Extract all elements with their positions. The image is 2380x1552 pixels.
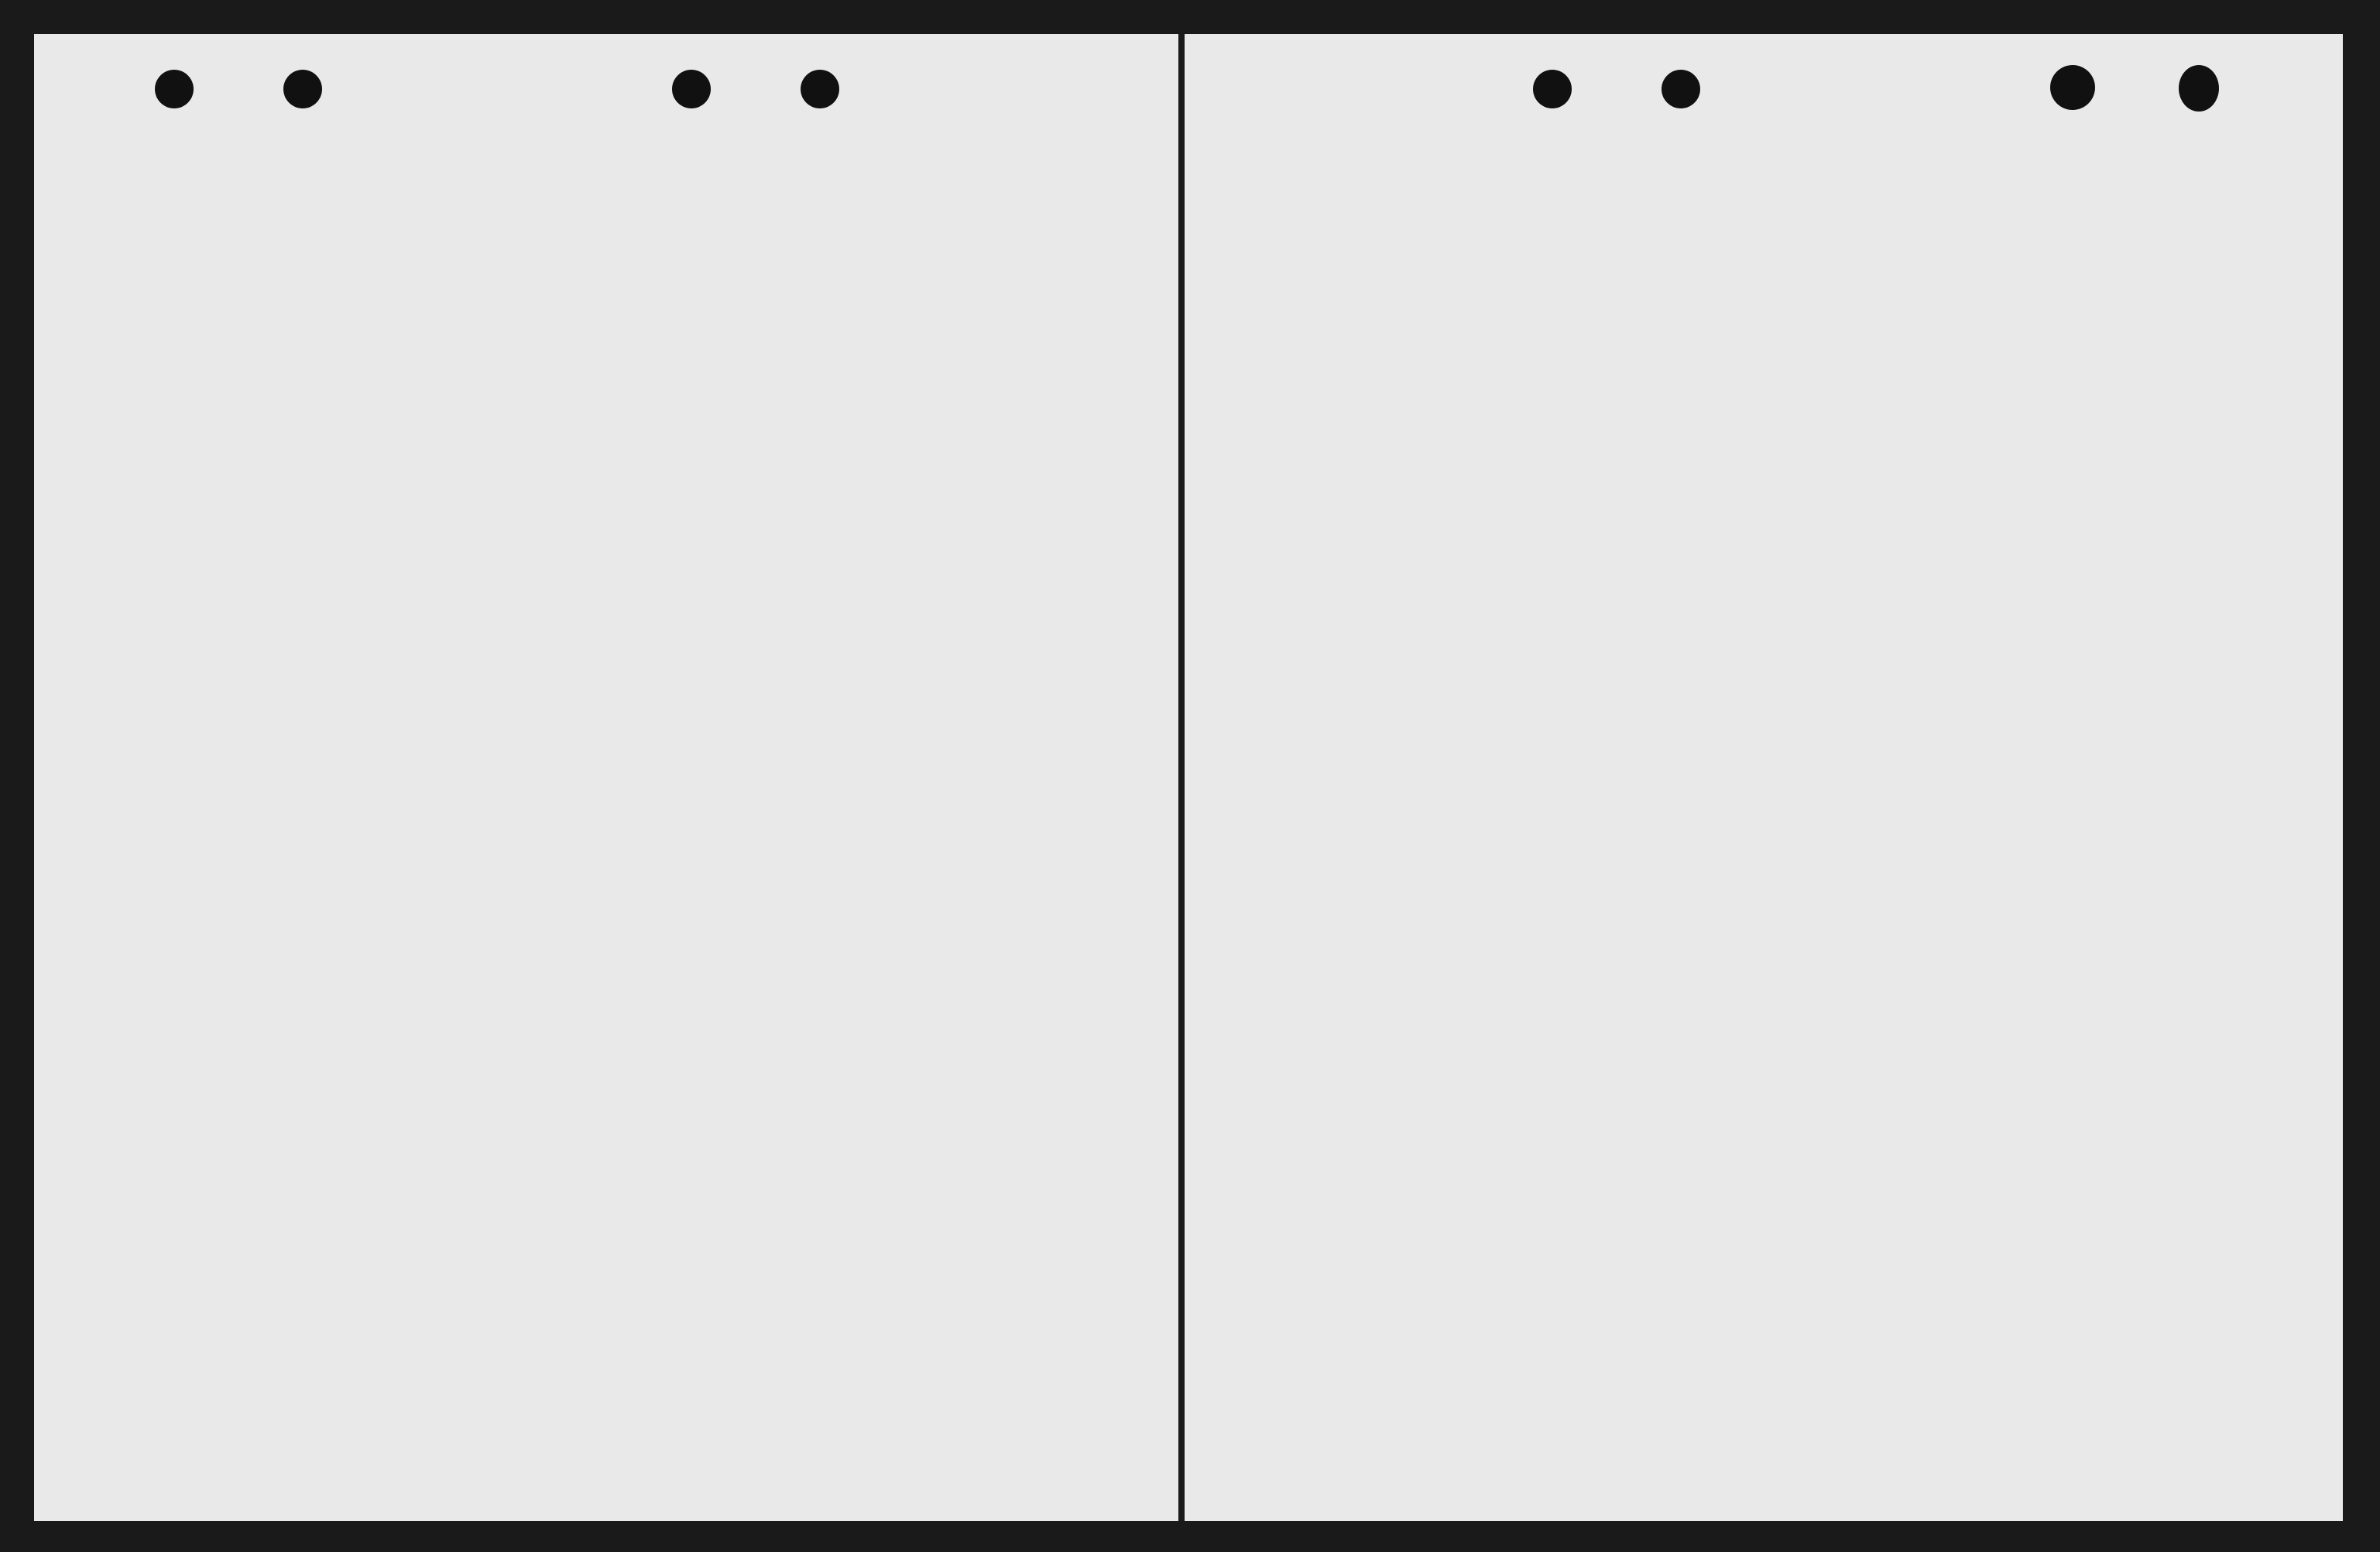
punch-hole-icon — [801, 70, 839, 108]
punch-hole-icon — [283, 70, 322, 108]
punch-hole-icon — [2179, 65, 2219, 112]
right-page — [1185, 34, 2343, 1521]
punch-hole-icon — [155, 70, 194, 108]
punch-hole-icon — [672, 70, 711, 108]
punch-hole-icon — [1662, 70, 1700, 108]
punch-hole-icon — [1533, 70, 1572, 108]
punch-hole-icon — [2050, 65, 2095, 110]
left-page — [34, 34, 1178, 1521]
